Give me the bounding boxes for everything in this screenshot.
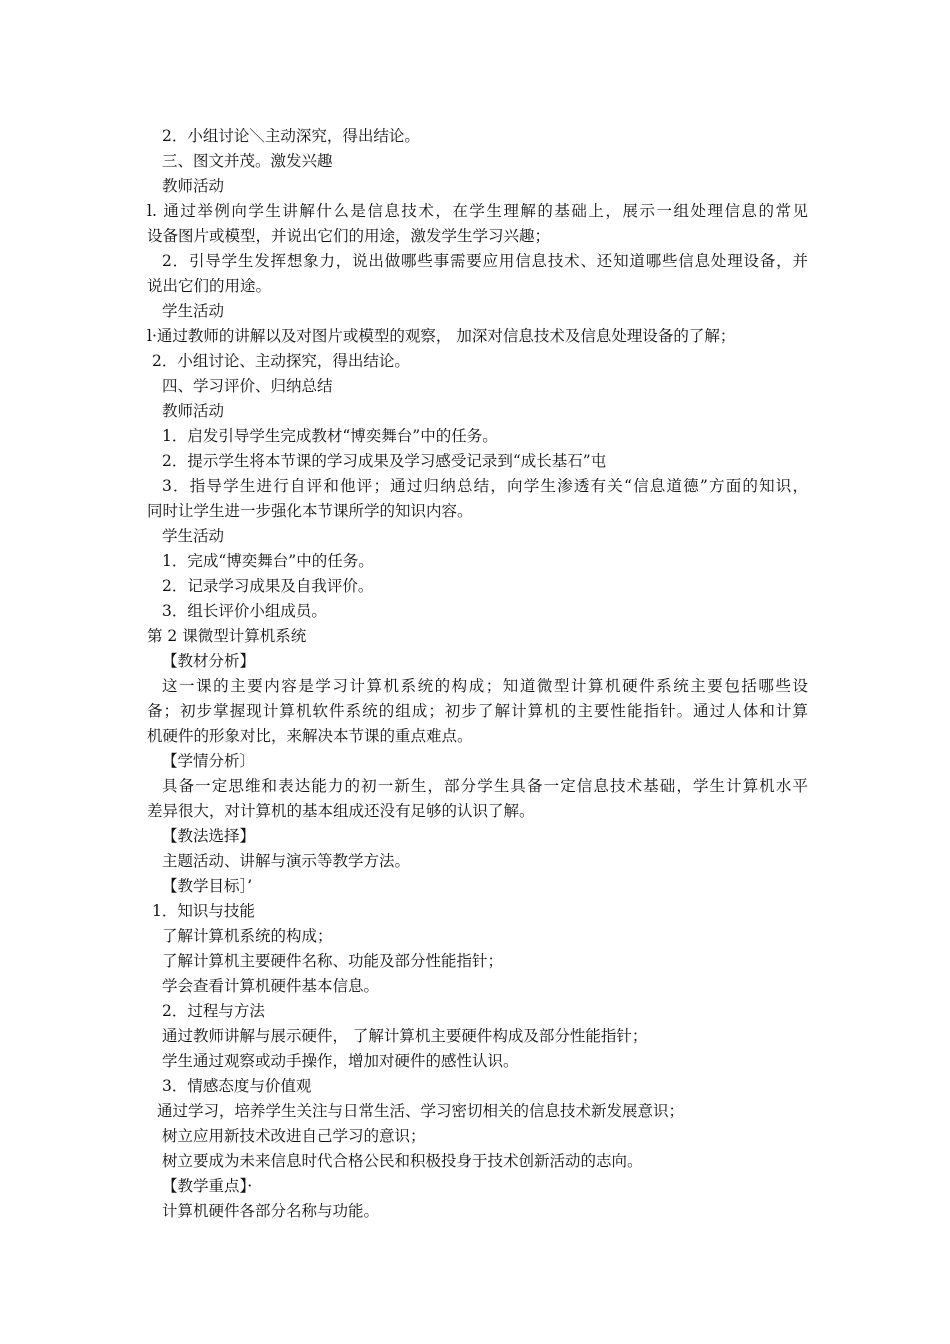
text-line: 通过教师讲解与展示硬件， 了解计算机主要硬件构成及部分性能指针；: [162, 1027, 648, 1045]
subheading: 学生活动: [162, 527, 225, 545]
text-line: 这一课的主要内容是学习计算机系统的构成；知道微型计算机硬件系统主要包括哪些设: [162, 677, 808, 695]
text-line: 学生通过观察或动手操作，增加对硬件的感性认识。: [162, 1052, 519, 1070]
text-line: l. 通过举例向学生讲解什么是信息技术，在学生理解的基础上，展示一组处理信息的常见: [147, 202, 808, 220]
bracket-heading: 【教学目标］’: [162, 877, 253, 895]
text-line: 2．提示学生将本节课的学习成果及学习感受记录到“成长基石”屯: [162, 452, 607, 470]
text-line: 2．过程与方法: [162, 1002, 265, 1020]
bracket-heading: 【教法选择】: [162, 827, 256, 845]
text-line: 了解计算机系统的构成；: [162, 927, 333, 945]
text-line: 3．组长评价小组成员。: [162, 602, 327, 620]
subheading: 学生活动: [162, 302, 225, 320]
text-line: 同时让学生进一步强化本节课所学的知识内容。: [147, 502, 473, 520]
text-line: 了解计算机主要硬件名称、功能及部分性能指针；: [162, 952, 504, 970]
subheading: 教师活动: [162, 177, 225, 195]
text-line: 差异很大，对计算机的基本组成还没有足够的认识了解。: [147, 802, 535, 820]
text-line: 备；初步掌握现计算机软件系统的组成；初步了解计算机的主要性能指针。通过人体和计算: [147, 702, 808, 720]
text-line: 2．记录学习成果及自我评价。: [162, 577, 374, 595]
text-line: 计算机硬件各部分名称与功能。: [162, 1202, 380, 1220]
text-line: 具备一定思维和表达能力的初一新生，部分学生具备一定信息技术基础，学生计算机水平: [162, 777, 808, 795]
text-line: 设备图片或模型，并说出它们的用途，激发学生学习兴趣；: [147, 227, 551, 245]
text-line: 树立要成为未来信息时代合格公民和积极投身于技术创新活动的志向。: [162, 1152, 643, 1170]
section-heading: 三、图文并茂。激发兴趣: [162, 152, 333, 170]
text-line: 说出它们的用途。: [147, 277, 272, 295]
text-line: 1．知识与技能: [152, 902, 255, 920]
lesson-title: 第 2 课微型计算机系统: [147, 627, 307, 645]
text-line: 学会查看计算机硬件基本信息。: [162, 977, 380, 995]
text-line: 2．引导学生发挥想象力，说出做哪些事需要应用信息技术、还知道哪些信息处理设备，并: [162, 252, 808, 270]
text-line: 3．指导学生进行自评和他评；通过归纳总结，向学生渗透有关“信息道德”方面的知识，: [162, 477, 808, 495]
bracket-heading: 【教学重点】·: [162, 1177, 253, 1195]
text-line: 树立应用新技术改进自己学习的意识；: [162, 1127, 426, 1145]
text-line: 机硬件的形象对比，来解决本节课的重点难点。: [147, 727, 473, 745]
section-heading: 四、学习评价、归纳总结: [162, 377, 333, 395]
text-line: 通过学习，培养学生关注与日常生活、学习密切相关的信息技术新发展意识；: [157, 1102, 685, 1120]
text-line: 主题活动、讲解与演示等教学方法。: [162, 852, 411, 870]
bracket-heading: 【教材分析】: [162, 652, 256, 670]
text-line: 1．启发引导学生完成教材“博奕舞台”中的任务。: [162, 427, 498, 445]
text-line: l·通过教师的讲解以及对图片或模型的观察， 加深对信息技术及信息处理设备的了解；: [147, 327, 736, 345]
text-line: 1．完成“博奕舞台”中的任务。: [162, 552, 374, 570]
text-line: 2．小组讨论、主动探究，得出结论。: [152, 352, 410, 370]
text-line: 3．情感态度与价值观: [162, 1077, 312, 1095]
text-line: 2．小组讨论＼主动深究，得出结论。: [162, 127, 420, 145]
subheading: 教师活动: [162, 402, 225, 420]
bracket-heading: 【学情分析〕: [162, 752, 256, 770]
